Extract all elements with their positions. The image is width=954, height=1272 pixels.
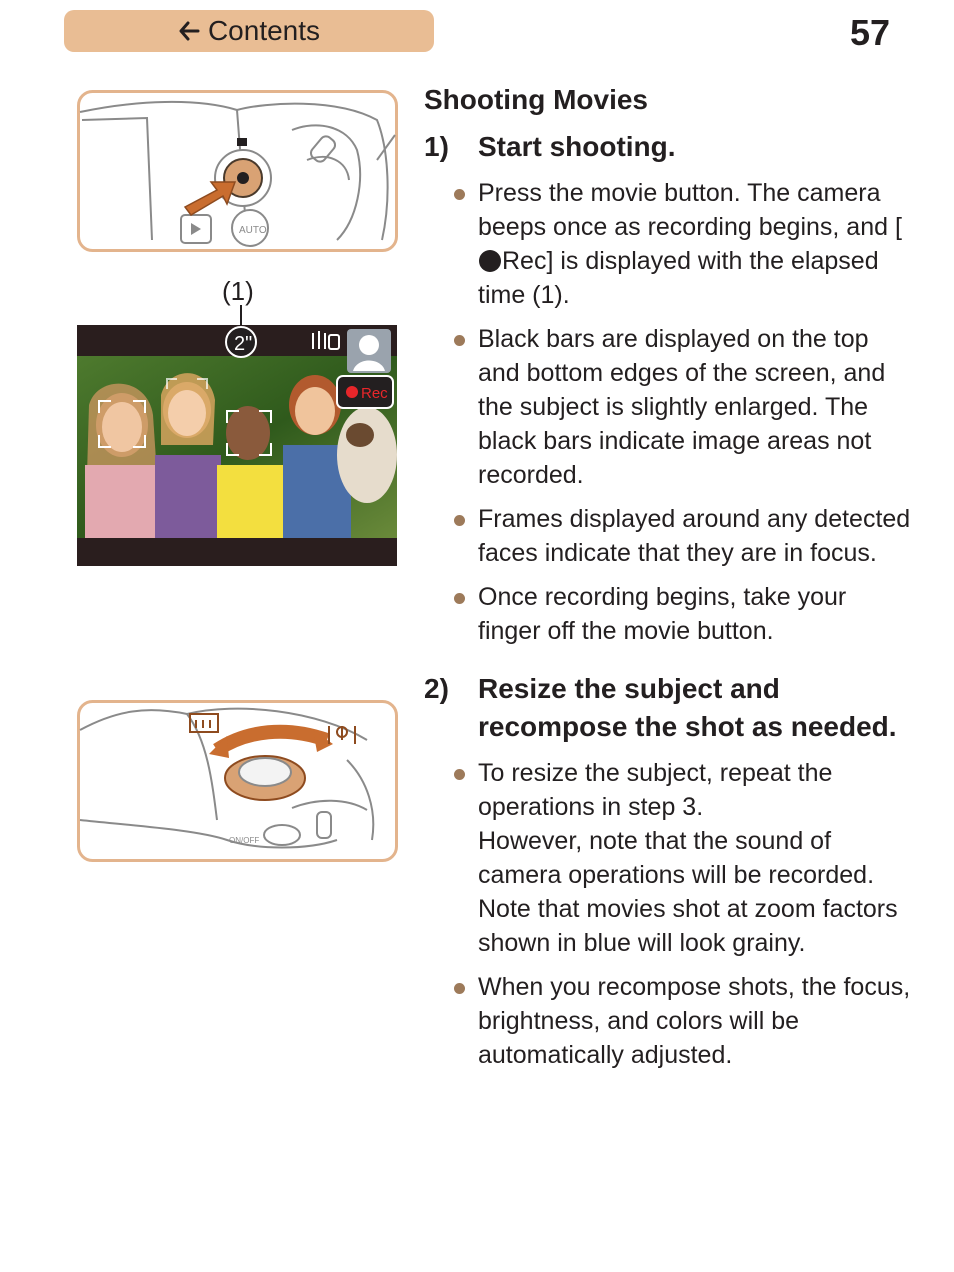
step-2-bullets xyxy=(424,756,914,1072)
list-item: Press the movie button. The camera beeps once as recording begins, and [Rec] is displayed with the elapsed time (1). xyxy=(478,176,914,312)
rec-indicator-text: Rec xyxy=(361,385,388,402)
svg-text:AUTO: AUTO xyxy=(239,225,267,236)
list-item: Black bars are displayed on the top and bottom edges of the screen, and the subject is slightly enlarged. The black bars indicate image areas not recorded. xyxy=(478,322,914,492)
step-title: Resize the subject and recompose the shot as needed. xyxy=(478,673,897,742)
page-number: 57 xyxy=(849,12,890,53)
step-title: Start shooting. xyxy=(478,131,676,162)
timer-text: 2" xyxy=(234,333,253,355)
section-title: Shooting Movies xyxy=(424,84,648,115)
contents-button[interactable] xyxy=(64,10,434,52)
power-button-label: ON/OFF xyxy=(229,836,260,845)
step-number: 2) xyxy=(424,673,449,704)
step-1-bullets xyxy=(424,176,914,648)
step-1-heading xyxy=(424,128,914,166)
recording-screen-illustration xyxy=(77,305,397,567)
list-item: To resize the subject, repeat the operations in step 3. However, note that the sound of camera operations will be recorded. Note that movies shot at zoom factors shown in blue will look grainy. xyxy=(478,756,914,960)
list-item: Frames displayed around any detected faces indicate that they are in focus. xyxy=(478,502,914,570)
zoom-lever-illustration xyxy=(77,700,398,862)
list-item: When you recompose shots, the focus, brightness, and colors will be automatically adjusted. xyxy=(478,970,914,1072)
list-item: Once recording begins, take your finger off the movie button. xyxy=(478,580,914,648)
step-number: 1) xyxy=(424,131,449,162)
instructions-column xyxy=(424,82,914,1072)
record-dot-icon xyxy=(479,250,501,272)
callout-label: (1) xyxy=(222,276,254,306)
arrow-left-icon xyxy=(178,20,200,42)
contents-label: Contents xyxy=(207,15,321,46)
step-2-heading xyxy=(424,670,914,746)
camera-back-illustration xyxy=(77,90,398,252)
